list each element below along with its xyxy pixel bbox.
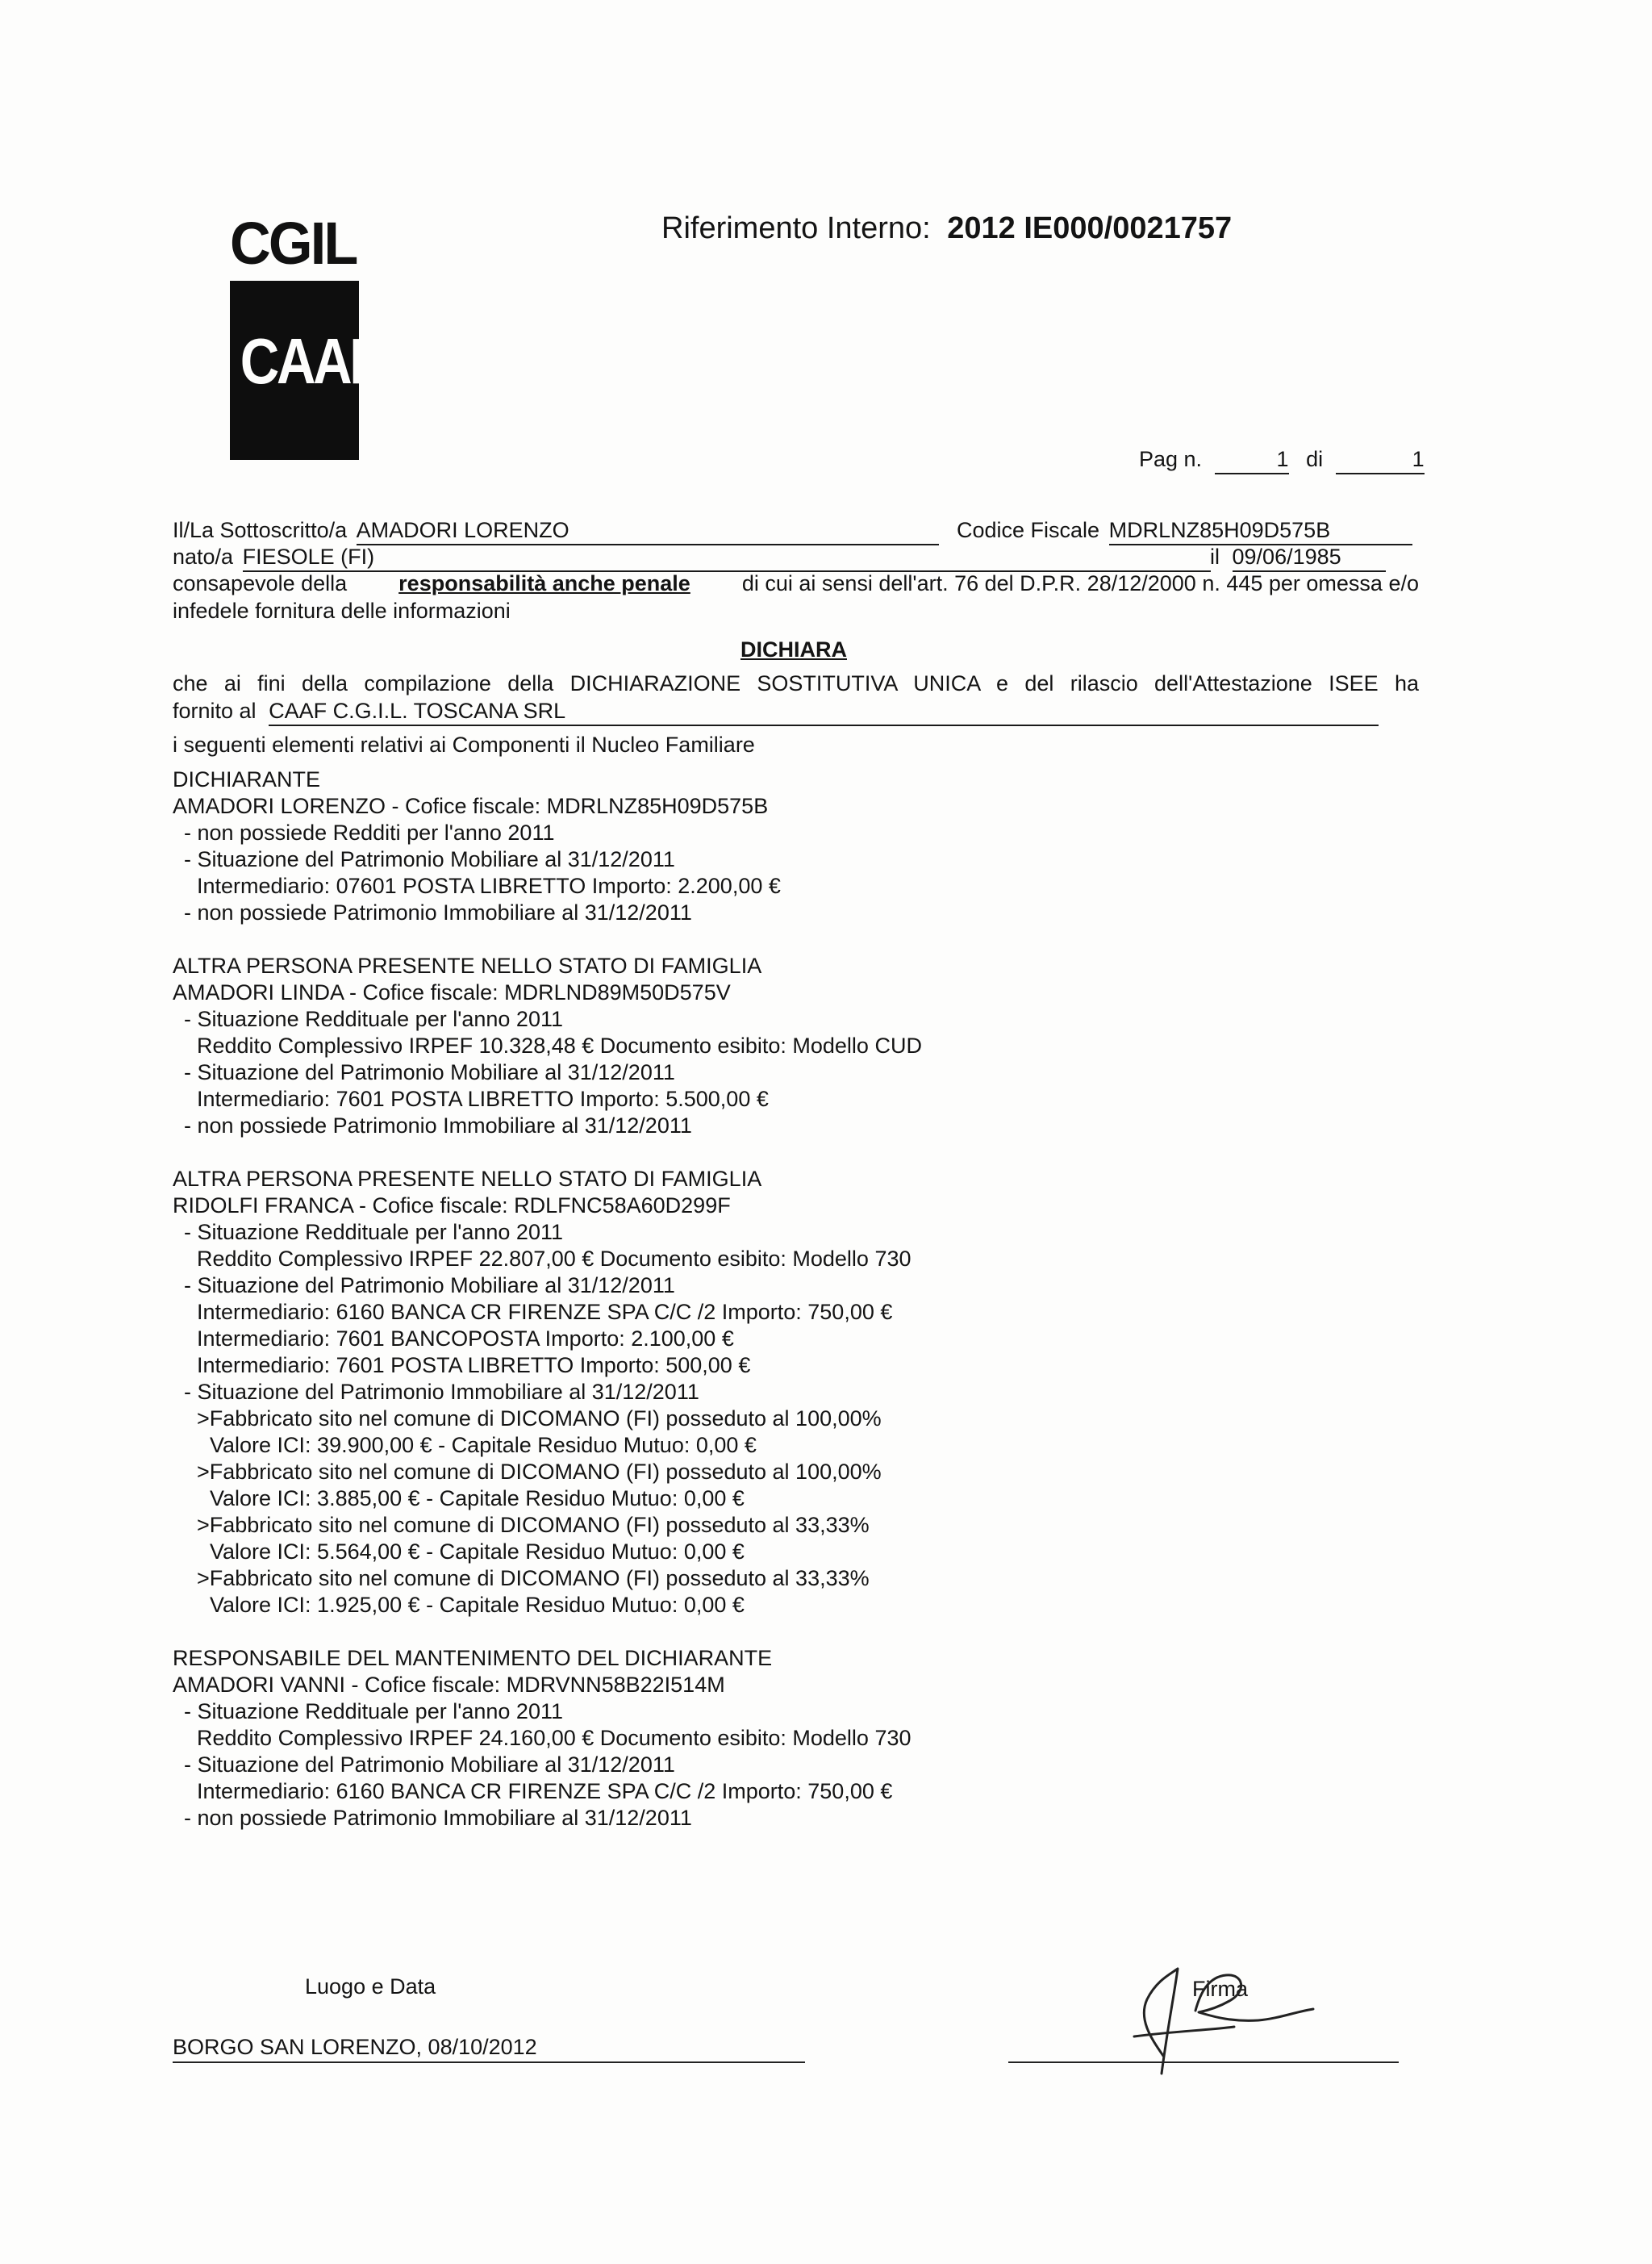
caaf-cgil-logo <box>230 210 380 460</box>
elements-line: i seguenti elementi relativi ai Componenti il Nucleo Familiare <box>173 733 755 757</box>
place-date-value: BORGO SAN LORENZO, 08/10/2012 <box>173 2035 537 2059</box>
awareness-statement <box>173 570 1419 624</box>
purpose-line: che ai fini della compilazione della DICHIARAZIONE SOSTITUTIVA UNICA e del rilascio dell'Attestazione ISEE ha <box>173 671 1419 695</box>
place-date-label: Luogo e Data <box>305 1974 436 1999</box>
section-line: - Situazione Reddituale per l'anno 2011 <box>184 1007 563 1031</box>
internal-reference <box>661 211 1232 246</box>
birthdate-value: 09/06/1985 <box>1233 543 1386 572</box>
member-name: AMADORI LORENZO - Cofice fiscale: MDRLNZ85H09D575B <box>173 794 769 818</box>
section-line: - Situazione Reddituale per l'anno 2011 <box>184 1220 563 1244</box>
member-name: RIDOLFI FRANCA - Cofice fiscale: RDLFNC58A60D299F <box>173 1193 731 1218</box>
section-line: >Fabbricato sito nel comune di DICOMANO (FI) posseduto al 33,33% <box>197 1566 870 1590</box>
signature-label: Firma <box>1192 1977 1248 2001</box>
born-label: nato/a <box>173 545 234 569</box>
logo-bottom-text: CAAF <box>240 325 380 397</box>
awareness-pre: consapevole della <box>173 571 348 595</box>
section-heading: DICHIARANTE <box>173 767 321 792</box>
section-line: - Situazione del Patrimonio Mobiliare al 31/12/2011 <box>184 847 675 871</box>
handwritten-signature <box>1105 1953 1347 2082</box>
section-line: Reddito Complessivo IRPEF 10.328,48 € Documento esibito: Modello CUD <box>197 1034 922 1058</box>
section-line: >Fabbricato sito nel comune di DICOMANO (FI) posseduto al 33,33% <box>197 1513 870 1537</box>
reference-value: 2012 IE000/0021757 <box>947 211 1233 245</box>
subscriber-label: Il/La Sottoscritto/a <box>173 518 348 542</box>
reference-label: Riferimento Interno: <box>661 211 931 245</box>
member-name: AMADORI VANNI - Cofice fiscale: MDRVNN58B22I514M <box>173 1673 725 1697</box>
birthdate-row <box>1210 543 1386 572</box>
member-section <box>173 767 922 926</box>
section-line: - Situazione del Patrimonio Mobiliare al 31/12/2011 <box>184 1752 675 1777</box>
section-line: - Situazione Reddituale per l'anno 2011 <box>184 1699 563 1723</box>
section-line: - Situazione del Patrimonio Immobiliare al 31/12/2011 <box>184 1380 699 1404</box>
awareness-bold: responsabilità anche penale <box>398 571 690 595</box>
birthdate-label: il <box>1210 545 1220 569</box>
page-number <box>1139 445 1425 474</box>
member-section <box>173 1645 922 1832</box>
section-line: - non possiede Patrimonio Immobiliare al 31/12/2011 <box>184 900 692 925</box>
section-line: Reddito Complessivo IRPEF 24.160,00 € Documento esibito: Modello 730 <box>197 1726 912 1750</box>
section-line: - non possiede Patrimonio Immobiliare al 31/12/2011 <box>184 1806 692 1830</box>
section-line: Reddito Complessivo IRPEF 22.807,00 € Documento esibito: Modello 730 <box>197 1247 912 1271</box>
section-heading: RESPONSABILE DEL MANTENIMENTO DEL DICHIARANTE <box>173 1646 773 1670</box>
page-current: 1 <box>1215 445 1289 474</box>
section-line: Intermediario: 6160 BANCA CR FIRENZE SPA C/C /2 Importo: 750,00 € <box>197 1300 893 1324</box>
birthplace-value: FIESOLE (FI) <box>243 543 1211 572</box>
section-line: Valore ICI: 3.885,00 € - Capitale Residuo Mutuo: 0,00 € <box>210 1486 745 1510</box>
logo-top-text: CGIL <box>230 210 357 277</box>
provided-to: CAAF C.G.I.L. TOSCANA SRL <box>269 697 1379 726</box>
section-line: Intermediario: 7601 BANCOPOSTA Importo: 2.100,00 € <box>197 1326 734 1351</box>
awareness-post: di cui ai sensi dell'art. 76 del D.P.R. 28/12/2000 n. 445 per omessa e/o <box>741 571 1419 595</box>
section-line: Intermediario: 6160 BANCA CR FIRENZE SPA C/C /2 Importo: 750,00 € <box>197 1779 893 1803</box>
section-line: Valore ICI: 5.564,00 € - Capitale Residuo Mutuo: 0,00 € <box>210 1539 745 1564</box>
section-line: Valore ICI: 39.900,00 € - Capitale Residuo Mutuo: 0,00 € <box>210 1433 757 1457</box>
birthplace-row <box>173 543 1211 572</box>
section-line: Intermediario: 07601 POSTA LIBRETTO Importo: 2.200,00 € <box>197 874 781 898</box>
tax-code-label: Codice Fiscale <box>957 518 1100 542</box>
place-date-line <box>173 2061 805 2063</box>
section-line: >Fabbricato sito nel comune di DICOMANO (FI) posseduto al 100,00% <box>197 1460 882 1484</box>
provided-row <box>173 697 1379 726</box>
family-members-list <box>173 767 922 1832</box>
section-line: - Situazione del Patrimonio Mobiliare al 31/12/2011 <box>184 1060 675 1084</box>
section-line: Intermediario: 7601 POSTA LIBRETTO Importo: 500,00 € <box>197 1353 751 1377</box>
section-line: - Situazione del Patrimonio Mobiliare al 31/12/2011 <box>184 1273 675 1297</box>
section-line: Intermediario: 7601 POSTA LIBRETTO Importo: 5.500,00 € <box>197 1087 769 1111</box>
page-total: 1 <box>1336 445 1425 474</box>
declares-heading: DICHIARA <box>740 637 847 662</box>
member-name: AMADORI LINDA - Cofice fiscale: MDRLND89M50D575V <box>173 980 731 1005</box>
section-line: Valore ICI: 1.925,00 € - Capitale Residuo Mutuo: 0,00 € <box>210 1593 745 1617</box>
member-section <box>173 1166 922 1619</box>
tax-code-row <box>957 516 1412 545</box>
section-line: - non possiede Redditi per l'anno 2011 <box>184 821 555 845</box>
page-label: Pag n. <box>1139 447 1203 471</box>
subscriber-name: AMADORI LORENZO <box>357 516 939 545</box>
section-line: >Fabbricato sito nel comune di DICOMANO (FI) posseduto al 100,00% <box>197 1406 882 1431</box>
section-heading: ALTRA PERSONA PRESENTE NELLO STATO DI FAMIGLIA <box>173 1167 762 1191</box>
member-section <box>173 953 922 1139</box>
tax-code-value: MDRLNZ85H09D575B <box>1109 516 1412 545</box>
subscriber-row <box>173 516 939 545</box>
page-of-label: di <box>1306 447 1324 471</box>
section-line: - non possiede Patrimonio Immobiliare al 31/12/2011 <box>184 1113 692 1138</box>
provided-label: fornito al <box>173 699 257 723</box>
section-heading: ALTRA PERSONA PRESENTE NELLO STATO DI FAMIGLIA <box>173 954 762 978</box>
awareness-line2: infedele fornitura delle informazioni <box>173 599 511 623</box>
